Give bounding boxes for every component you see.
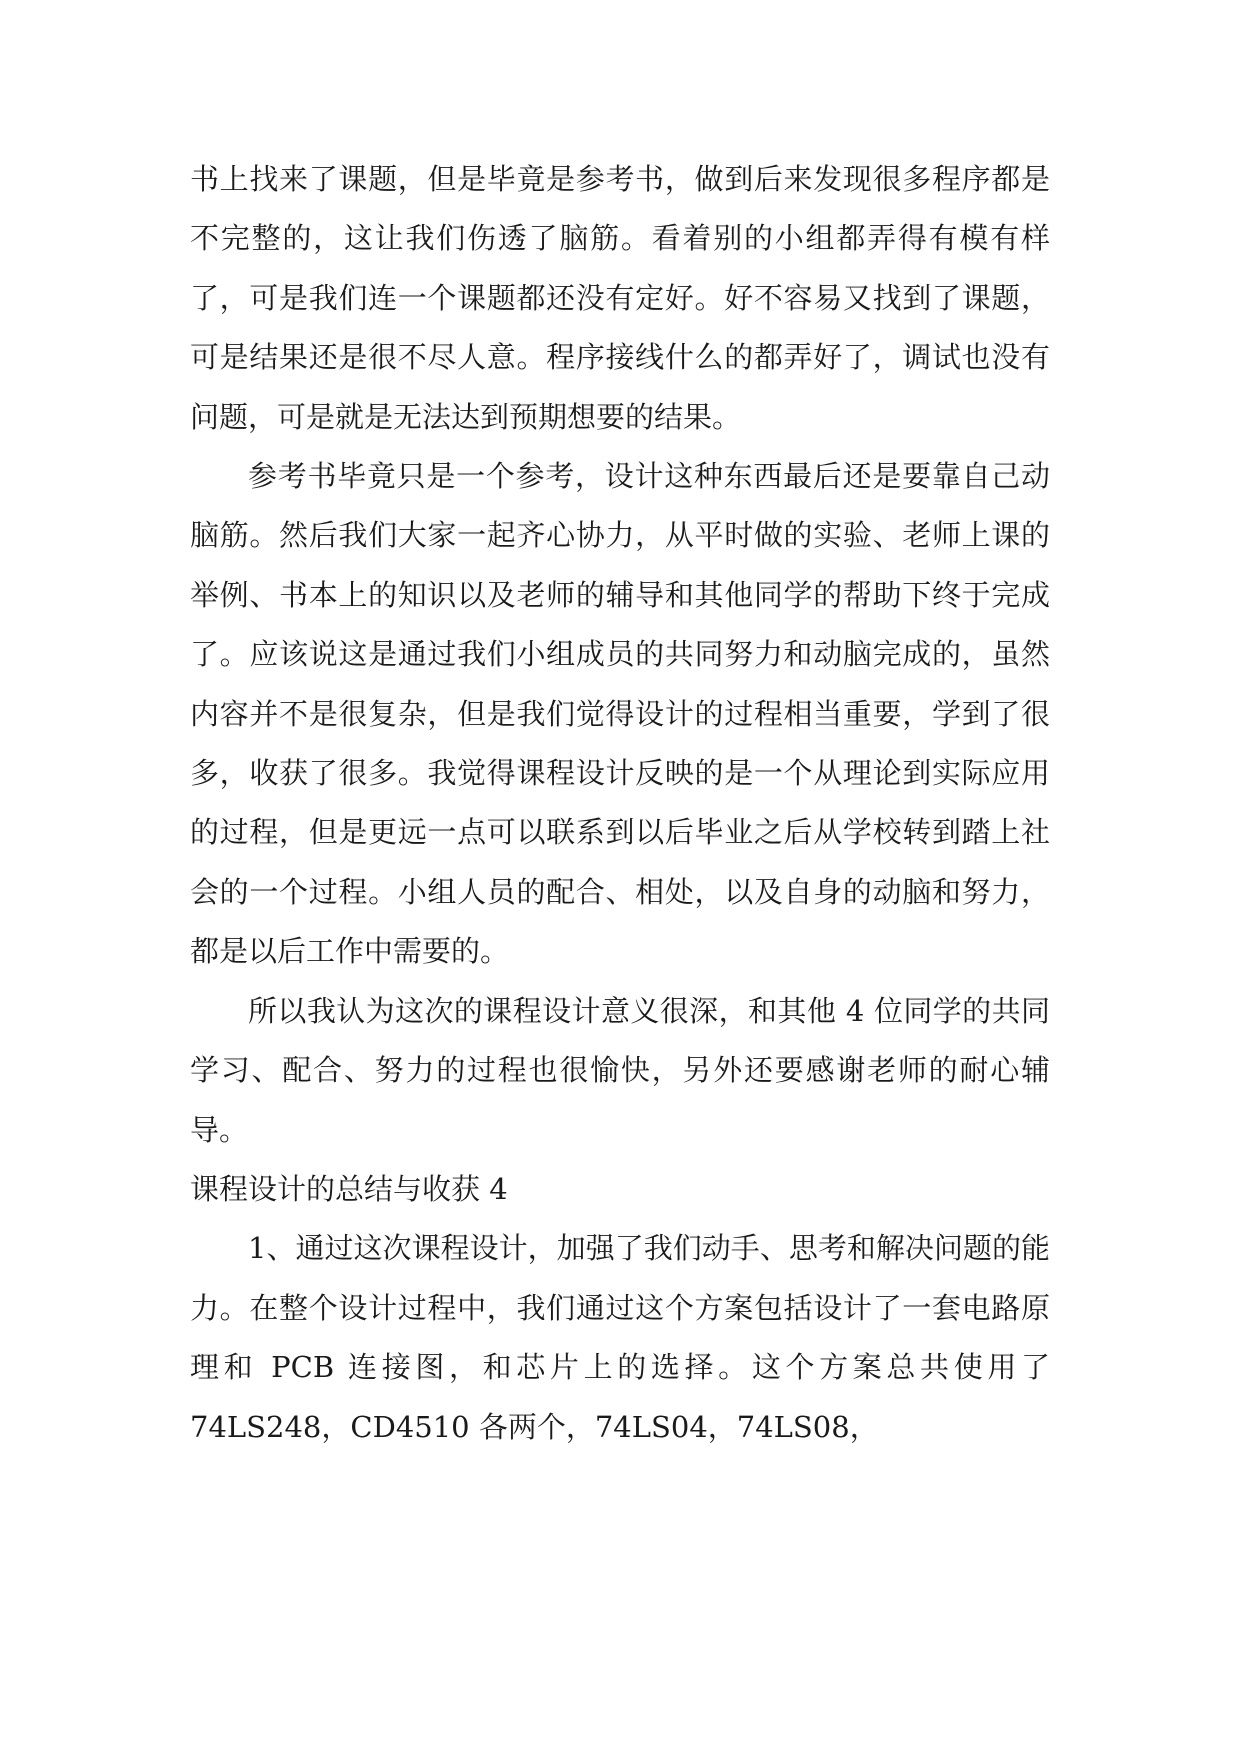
paragraph-2: 参考书毕竟只是一个参考，设计这种东西最后还是要靠自己动脑筋。然后我们大家一起齐心协力，从平时做的实验、老师上课的举例、书本上的知识以及老师的辅导和其他同学的帮助下终于完成了。应该说这是通过我们小组成员的共同努力和动脑完成的，虽然内容并不是很复杂，但是我们觉得设计的过程相当重要，学到了很多，收获了很多。我觉得课程设计反映的是一个从理论到实际应用的过程，但是更远一点可以联系到以后毕业之后从学校转到踏上社会的一个过程。小组人员的配合、相处，以及自身的动脑和努力，都是以后工作中需要的。 (190, 459, 1050, 969)
paragraph-4: 1、通过这次课程设计，加强了我们动手、思考和解决问题的能力。在整个设计过程中，我们通过这个方案包括设计了一套电路原理和 PCB 连接图，和芯片上的选择。这个方案总共使用了 74LS248，CD4510 各两个，74LS04，74LS08， (190, 1231, 1050, 1444)
section-heading: 课程设计的总结与收获 4 (190, 1171, 508, 1206)
paragraph-3: 所以我认为这次的课程设计意义很深，和其他 4 位同学的共同学习、配合、努力的过程也很愉快，另外还要感谢老师的耐心辅导。 (190, 993, 1050, 1147)
document-page (190, 150, 1050, 1457)
paragraph-1: 书上找来了课题，但是毕竟是参考书，做到后来发现很多程序都是不完整的，这让我们伤透了脑筋。看着别的小组都弄得有模有样了，可是我们连一个课题都还没有定好。好不容易又找到了课题，可是结果还是很不尽人意。程序接线什么的都弄好了，调试也没有问题，可是就是无法达到预期想要的结果。 (190, 162, 1050, 434)
